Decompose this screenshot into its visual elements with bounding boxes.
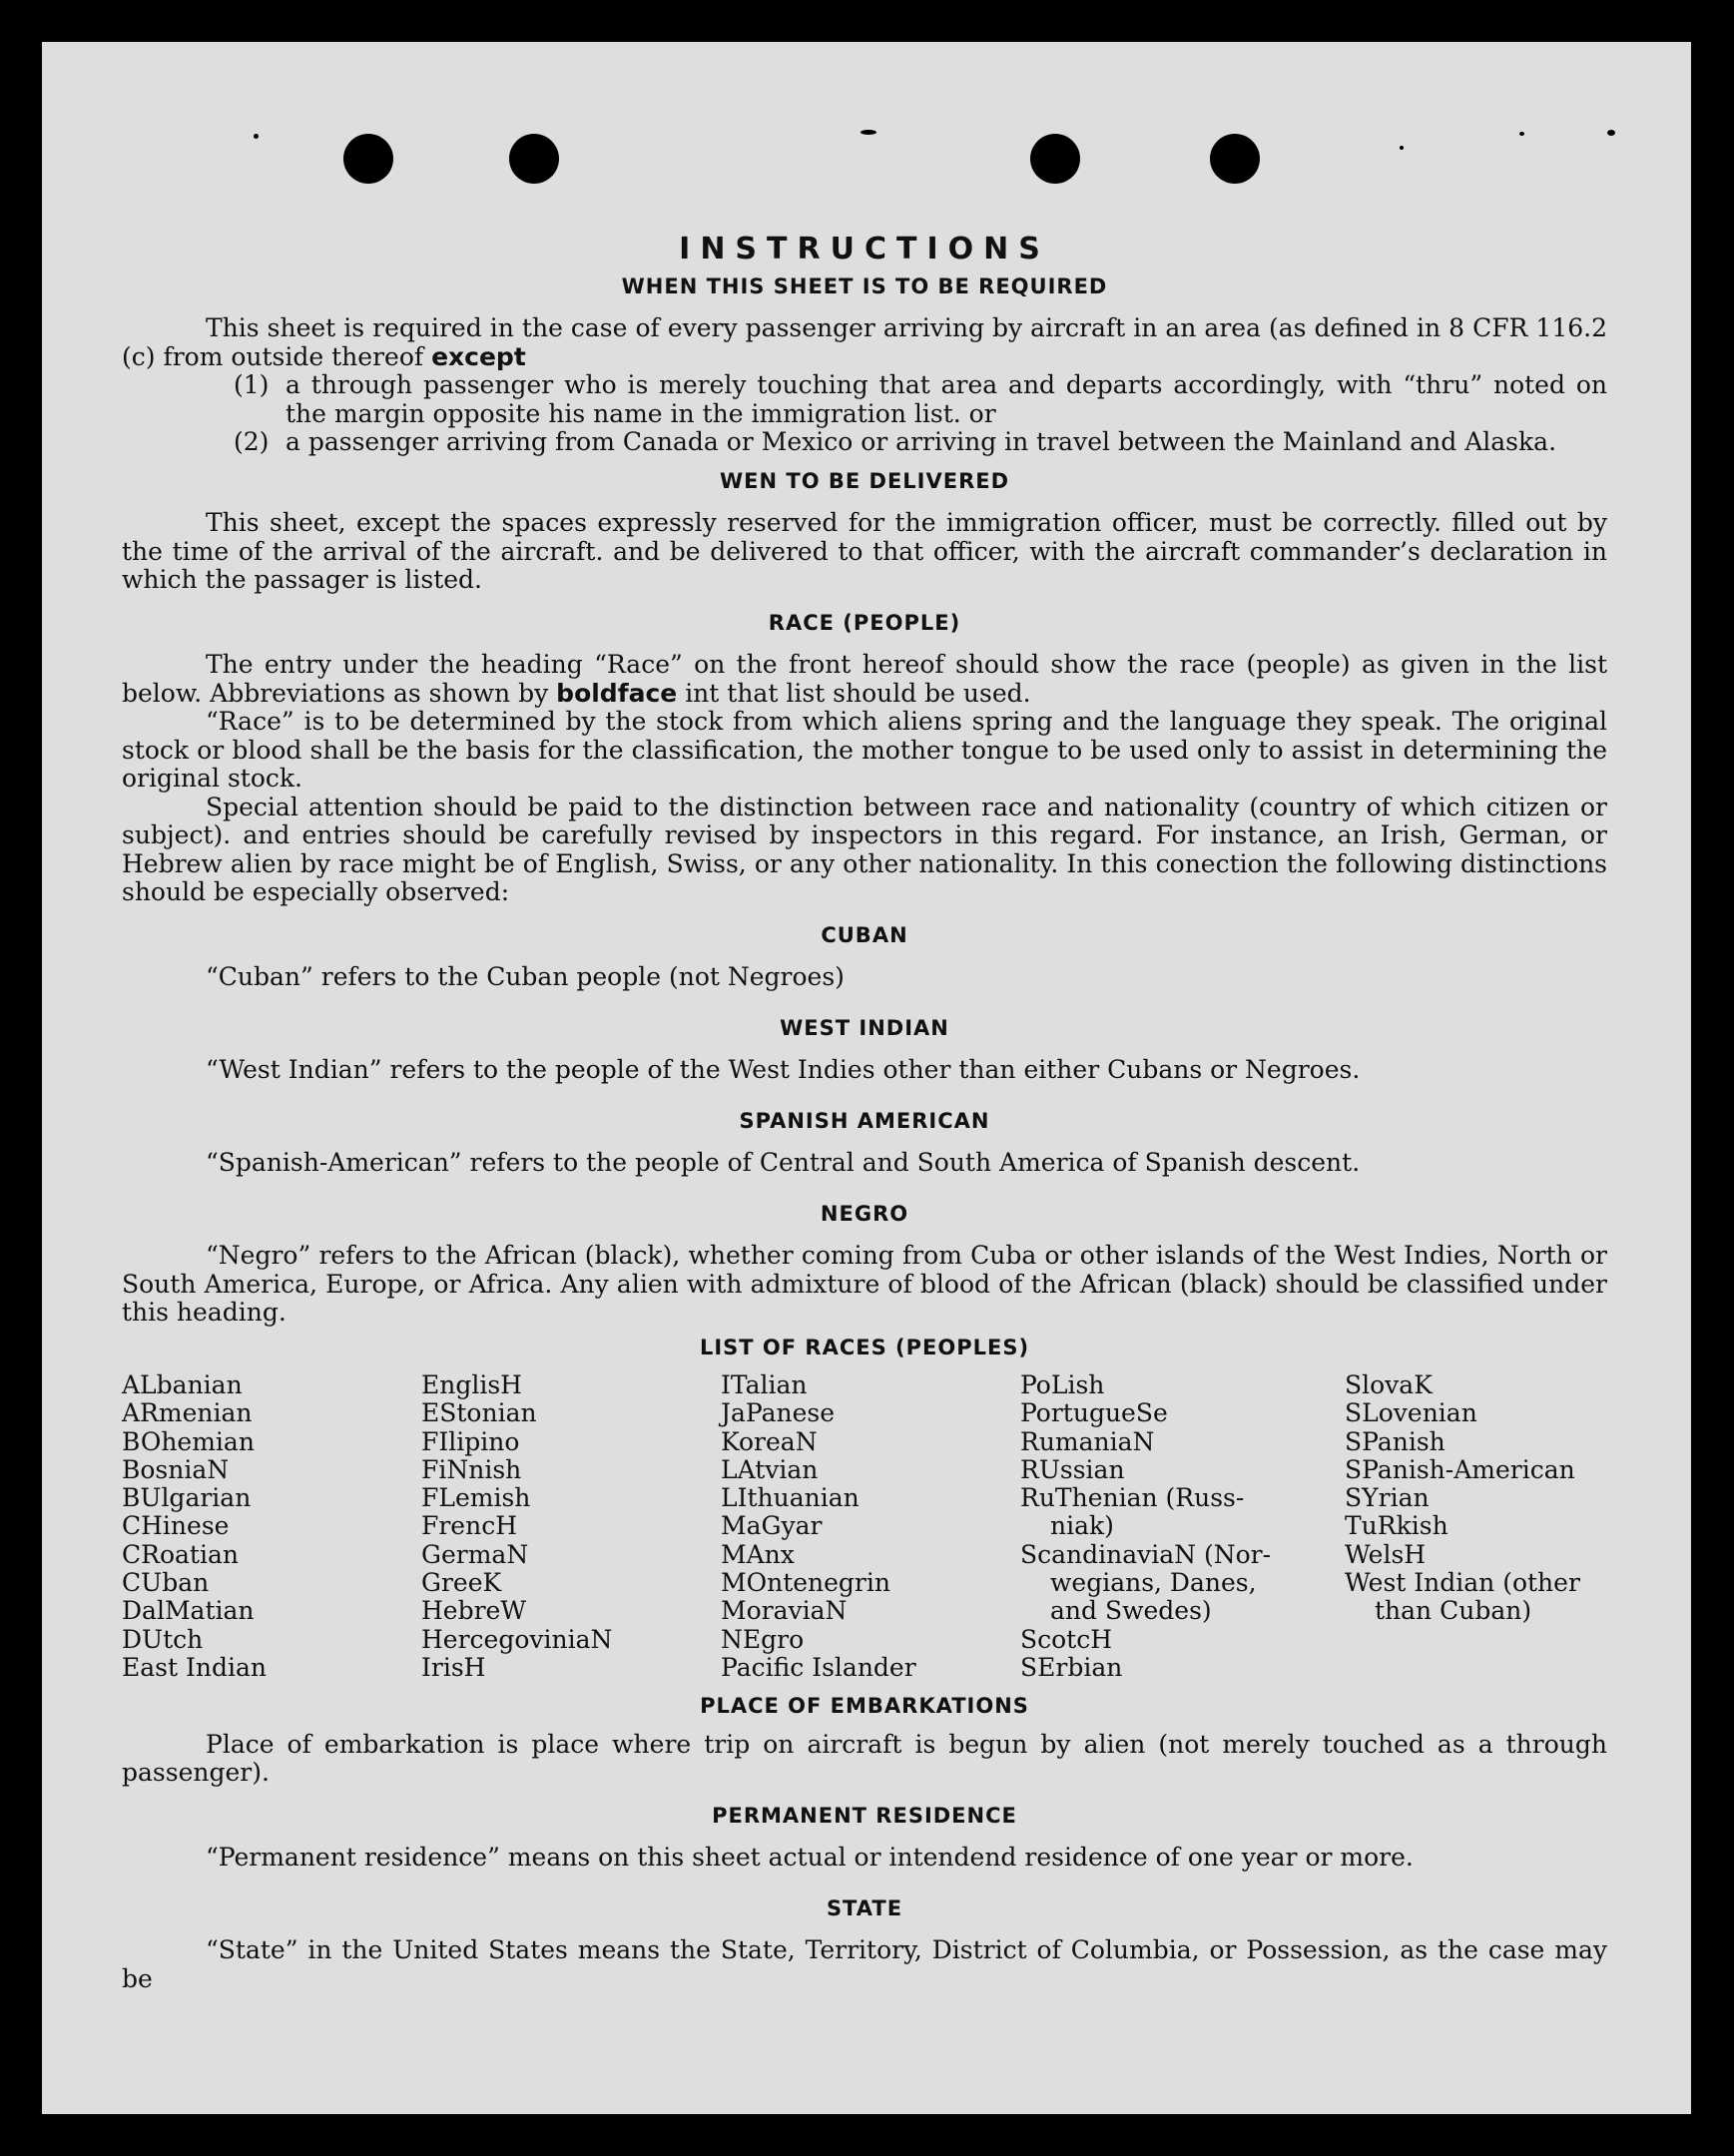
race-entry: LIthuanian xyxy=(721,1483,860,1513)
document-body xyxy=(122,230,1607,1993)
race-entry: SlovaK xyxy=(1345,1370,1433,1399)
race-entry: PortugueSe xyxy=(1020,1398,1168,1428)
state-paragraph: “State” in the United States means the State, Territory, District of Columbia, or Possession, as the case may be xyxy=(122,1935,1607,1993)
section-heading-required: WHEN THIS SHEET IS TO BE REQUIRED xyxy=(621,273,1108,298)
race-entry: Pacific Islander xyxy=(721,1652,916,1682)
race-entry: FiNnish xyxy=(421,1454,522,1484)
race-entry: HercegoviniaN xyxy=(421,1624,613,1654)
race-column xyxy=(1345,1371,1607,1682)
race-entry: niak) xyxy=(1050,1511,1114,1541)
race-entry: TuRkish xyxy=(1345,1511,1448,1541)
section-heading-residence: PERMANENT RESIDENCE xyxy=(712,1803,1017,1828)
race-entry: BUlgarian xyxy=(122,1483,252,1513)
race-entry: SYrian xyxy=(1345,1483,1430,1513)
race-entry: MOntenegrin xyxy=(721,1568,890,1598)
race-paragraph: Special attention should be paid to the distinction between race and nationality (country of which citizen or subject). and entries should be carefully revised by inspectors in this regard. For instance, an Irish, German, or Hebrew alien by race might be of English, Swiss, or any other nationality. In this conection the following distinctions should be especially observed: xyxy=(122,792,1607,906)
race-entry: SPanish-American xyxy=(1345,1454,1575,1484)
section-heading-west-indian: WEST INDIAN xyxy=(780,1015,949,1040)
document-sheet xyxy=(42,42,1691,2114)
race-column xyxy=(1020,1371,1345,1682)
race-entry: GermaN xyxy=(421,1539,529,1569)
race-entry: MaGyar xyxy=(721,1511,823,1541)
race-entry: CRoatian xyxy=(122,1539,239,1569)
punch-hole xyxy=(509,134,559,184)
race-entry: HebreW xyxy=(421,1596,527,1626)
race-entry: East Indian xyxy=(122,1652,267,1682)
race-entry: GreeK xyxy=(421,1568,502,1598)
race-entry: SPanish xyxy=(1345,1426,1445,1456)
section-heading-cuban: CUBAN xyxy=(821,922,908,947)
race-entry: ARmenian xyxy=(122,1398,253,1428)
section-heading-spanish-american: SPANISH AMERICAN xyxy=(739,1108,990,1133)
race-entry: than Cuban) xyxy=(1375,1596,1532,1626)
race-entry: ITalian xyxy=(721,1370,808,1399)
west-indian-paragraph: “West Indian” refers to the people of the West Indies other than either Cubans or Negroes. xyxy=(206,1055,1361,1084)
race-entry: IrisH xyxy=(421,1652,486,1682)
race-list xyxy=(122,1371,1607,1682)
race-entry: RUssian xyxy=(1020,1454,1125,1484)
cuban-paragraph: “Cuban” refers to the Cuban people (not Negroes) xyxy=(206,962,845,991)
section-heading-races: LIST OF RACES (PEOPLES) xyxy=(699,1335,1030,1359)
section-heading-race: RACE (PEOPLE) xyxy=(768,610,961,635)
race-entry: MAnx xyxy=(721,1539,795,1569)
speck xyxy=(1607,130,1615,136)
race-entry: MoraviaN xyxy=(721,1596,848,1626)
negro-paragraph: “Negro” refers to the African (black), whether coming from Cuba or other islands of the West Indies, North or South America, Europe, or Africa. Any alien with admixture of blood of the African (black) should be classified under this heading. xyxy=(122,1241,1607,1327)
race-column xyxy=(421,1371,721,1682)
race-entry: CUban xyxy=(122,1568,210,1598)
punch-hole xyxy=(343,134,393,184)
punch-hole xyxy=(1210,134,1260,184)
race-entry: PoLish xyxy=(1020,1370,1105,1399)
race-entry: wegians, Danes, xyxy=(1050,1568,1257,1598)
section-heading-negro: NEGRO xyxy=(820,1201,909,1226)
race-entry: DUtch xyxy=(122,1624,204,1654)
exception-item: (2) a passenger arriving from Canada or Mexico or arriving in travel between the Mainland and Alaska. xyxy=(234,427,1557,456)
race-entry: ALbanian xyxy=(122,1370,243,1399)
race-entry: FLemish xyxy=(421,1483,531,1513)
punch-hole xyxy=(1030,134,1080,184)
residence-paragraph: “Permanent residence” means on this sheet actual or intendend residence of one year or more. xyxy=(206,1843,1414,1873)
race-entry: BosniaN xyxy=(122,1454,230,1484)
race-entry: RuThenian (Russ- xyxy=(1020,1483,1245,1513)
race-entry: West Indian (other xyxy=(1345,1568,1580,1598)
race-entry: LAtvian xyxy=(721,1454,819,1484)
speck xyxy=(861,130,876,135)
race-column xyxy=(721,1371,1020,1682)
race-entry: ScandinaviaN (Nor- xyxy=(1020,1539,1272,1569)
speck xyxy=(1400,146,1404,150)
embarkation-paragraph: Place of embarkation is place where trip on aircraft is begun by alien (not merely touched as a through passenger). xyxy=(122,1729,1607,1788)
speck xyxy=(1519,132,1524,136)
race-entry: EnglisH xyxy=(421,1370,522,1399)
race-entry: WelsH xyxy=(1345,1539,1427,1569)
race-entry: FrencH xyxy=(421,1511,517,1541)
race-entry: ScotcH xyxy=(1020,1624,1113,1654)
race-entry: DalMatian xyxy=(122,1596,255,1626)
spanish-american-paragraph: “Spanish-American” refers to the people of Central and South America of Spanish descent. xyxy=(206,1148,1361,1177)
race-entry: RumaniaN xyxy=(1020,1426,1155,1456)
delivered-paragraph: This sheet, except the spaces expressly reserved for the immigration officer, must be correctly. filled out by the time of the arrival of the aircraft. and be delivered to that officer, with the aircraft commander’s declaration in which the passager is listed. xyxy=(122,508,1607,594)
required-paragraph: This sheet is required in the case of every passenger arriving by aircraft in an area (as defined in 8 CFR 116.2 (c) from outside thereof except xyxy=(122,313,1607,371)
race-entry: BOhemian xyxy=(122,1426,255,1456)
race-entry: FIlipino xyxy=(421,1426,520,1456)
race-paragraph: “Race” is to be determined by the stock from which aliens spring and the language they speak. The original stock or blood shall be the basis for the classification, the mother tongue to be used only to assist in determining the original stock. xyxy=(122,707,1607,793)
race-entry: NEgro xyxy=(721,1624,805,1654)
exception-item: (1) a through passenger who is merely touching that area and departs accordingly, with “thru” noted on the margin opposite his name in the immigration list. or xyxy=(234,370,1607,428)
race-entry: CHinese xyxy=(122,1511,230,1541)
page-title: INSTRUCTIONS xyxy=(679,232,1050,267)
section-heading-delivered: WEN TO BE DELIVERED xyxy=(719,468,1010,493)
race-entry: EStonian xyxy=(421,1398,537,1428)
section-heading-embarkation: PLACE OF EMBARKATIONS xyxy=(700,1694,1029,1719)
race-entry: SLovenian xyxy=(1345,1398,1477,1428)
section-heading-state: STATE xyxy=(826,1895,903,1920)
race-column xyxy=(122,1371,421,1682)
race-paragraph: The entry under the heading “Race” on the front hereof should show the race (people) as given in the list below. Abbreviations as shown by boldface int that list should be used. xyxy=(122,650,1607,708)
race-entry: KoreaN xyxy=(721,1426,818,1456)
race-entry: SErbian xyxy=(1020,1652,1123,1682)
race-entry: and Swedes) xyxy=(1050,1596,1212,1626)
race-entry: JaPanese xyxy=(721,1398,836,1428)
speck xyxy=(254,134,259,139)
